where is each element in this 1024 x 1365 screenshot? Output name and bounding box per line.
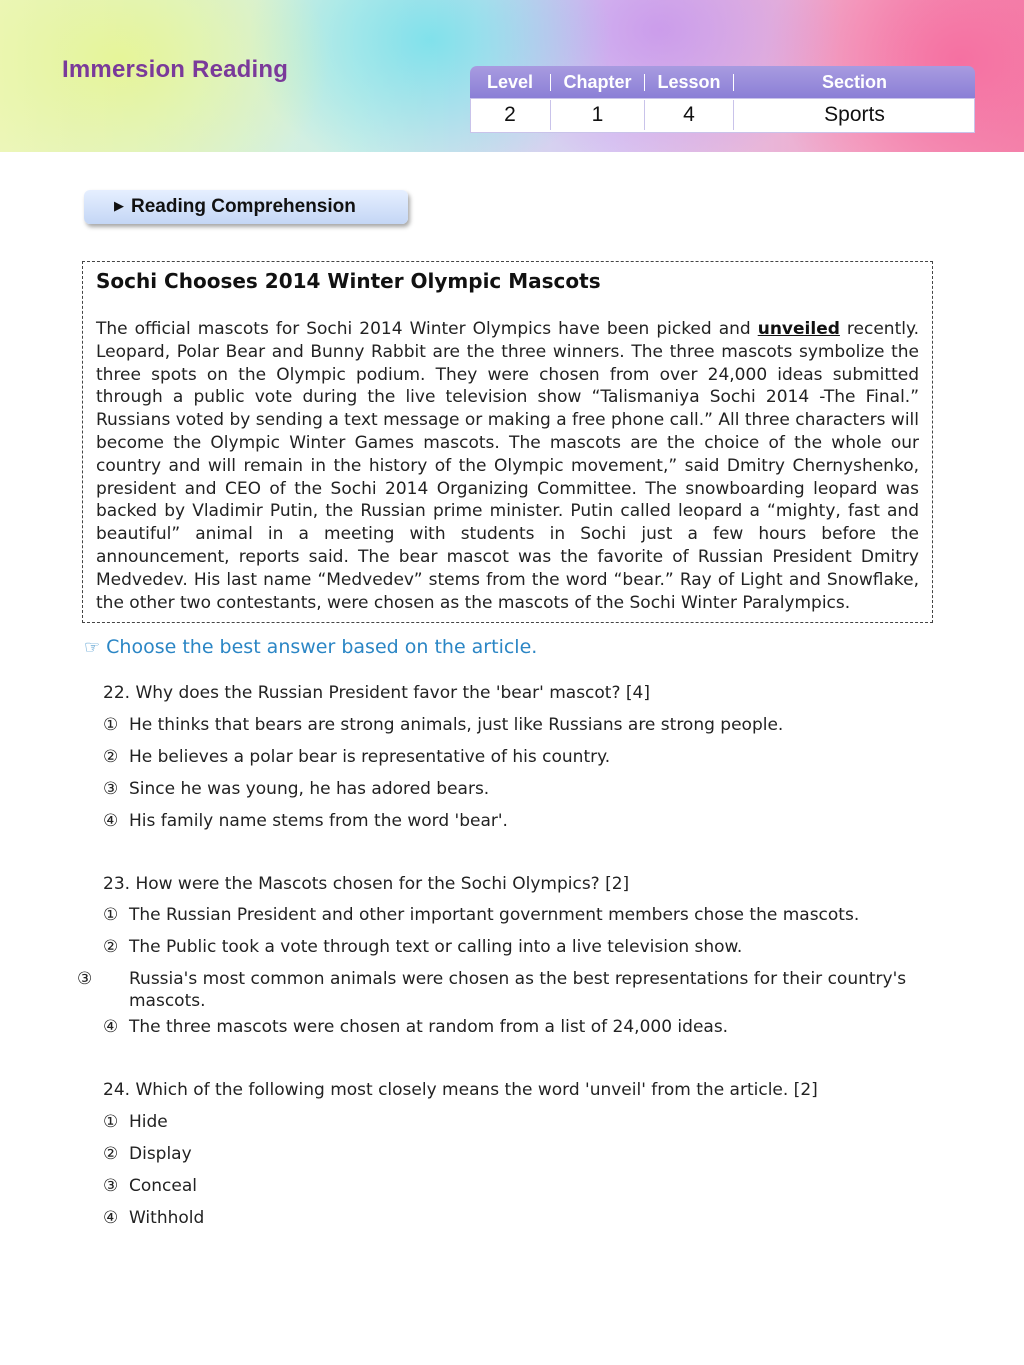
answer-option[interactable] (103, 779, 918, 799)
option-number: ④ (103, 1017, 119, 1037)
question-22: 22. Why does the Russian President favor the 'bear' mascot? [4] (103, 683, 650, 703)
answer-option[interactable] (103, 811, 918, 831)
answer-option[interactable] (77, 968, 944, 1012)
answer-option[interactable] (103, 1144, 918, 1164)
header-section-label: Section (821, 72, 887, 92)
pointing-hand-icon: ☞ (84, 637, 101, 658)
option-text: Russia's most common animals were chosen as the best representations for their country's mascots. (129, 969, 907, 1011)
lesson-info-table (470, 66, 975, 132)
section-badge-label: Reading Comprehension (131, 196, 356, 217)
answer-option[interactable] (103, 715, 918, 735)
brand-title: Immersion Reading (62, 56, 289, 83)
option-number: ① (103, 1112, 119, 1132)
option-text: Withhold (129, 1208, 205, 1228)
level-value: 2 (504, 103, 516, 126)
option-text: Conceal (129, 1176, 197, 1196)
article-body (96, 318, 919, 614)
option-number: ④ (103, 811, 119, 831)
article-text-rest: recently. Leopard, Polar Bear and Bunny Rabbit are the three winners. The three mascots symbolize the three spots on the Olympic podium. They were chosen from over 24,000 ideas submitted through a public vote during the live television show “Talismaniya Sochi 2014 -The Final.” Russians voted by sending a text message or making a free phone call.” All three characters will become the Olympic Winter Games mascots. The mascots are the choice of the whole our country and will remain in the history of the Olympic movement,” said Dmitry Chernyshenko, president and CEO of the Sochi 2014 Organizing Committee. The snowboarding leopard was backed by Vladimir Putin, the Russian prime minister. Putin called leopard a “mighty, fast and beautiful” animal in a meeting with students in Sochi just a few hours before the announcement, reports said. The bear mascot was the favorite of Russian President Dmitry Medvedev. His last name “Medvedev” stems from the word “bear.” Ray of Light and Snowflake, the other two contestants, were chosen as the mascots of the Sochi Winter Paralympics. (96, 319, 919, 613)
option-text: The Public took a vote through text or calling into a live television show. (129, 937, 743, 957)
option-number: ① (103, 905, 119, 925)
option-text: The Russian President and other important government members chose the mascots. (129, 905, 860, 925)
option-text: His family name stems from the word 'bear'. (129, 811, 508, 831)
article-title: Sochi Chooses 2014 Winter Olympic Mascots (96, 269, 601, 293)
answer-option[interactable] (103, 905, 918, 925)
article-box (82, 261, 933, 623)
chapter-value: 1 (591, 103, 604, 126)
option-number: ③ (103, 1176, 119, 1196)
answer-option[interactable] (103, 1112, 918, 1132)
option-text: He believes a polar bear is representative of his country. (129, 747, 611, 767)
article-text-start: The official mascots for Sochi 2014 Winter Olympics have been picked and (96, 319, 758, 339)
section-value: Sports (824, 103, 885, 126)
lesson-value: 4 (683, 103, 695, 126)
option-number: ② (103, 937, 119, 957)
option-text: The three mascots were chosen at random from a list of 24,000 ideas. (129, 1017, 729, 1037)
option-text: Since he was young, he has adored bears. (129, 779, 490, 799)
option-number: ② (103, 747, 119, 767)
option-number: ③ (77, 969, 93, 989)
reading-comprehension-badge (84, 190, 408, 224)
header-level-label: Level (486, 72, 534, 92)
option-number: ④ (103, 1208, 119, 1228)
option-number: ① (103, 715, 119, 735)
header-lesson-label: Lesson (657, 72, 721, 92)
play-arrow-icon: ▶ (114, 199, 124, 214)
answer-option[interactable] (103, 747, 918, 767)
option-text: Display (129, 1144, 192, 1164)
instruction (84, 636, 537, 658)
highlighted-word: unveiled (757, 319, 840, 339)
option-text: Hide (129, 1112, 168, 1132)
answer-option[interactable] (103, 1208, 918, 1228)
option-number: ③ (103, 779, 119, 799)
header-chapter-label: Chapter (563, 72, 632, 92)
question-23: 23. How were the Mascots chosen for the Sochi Olympics? [2] (103, 874, 630, 894)
answer-option[interactable] (103, 1176, 918, 1196)
option-text: He thinks that bears are strong animals, just like Russians are strong people. (129, 715, 784, 735)
header-banner (0, 0, 1024, 152)
option-number: ② (103, 1144, 119, 1164)
answer-option[interactable] (103, 937, 918, 957)
question-24: 24. Which of the following most closely means the word 'unveil' from the article. [2] (103, 1080, 818, 1100)
answer-option[interactable] (103, 1017, 918, 1037)
instruction-text: Choose the best answer based on the article. (106, 636, 538, 658)
